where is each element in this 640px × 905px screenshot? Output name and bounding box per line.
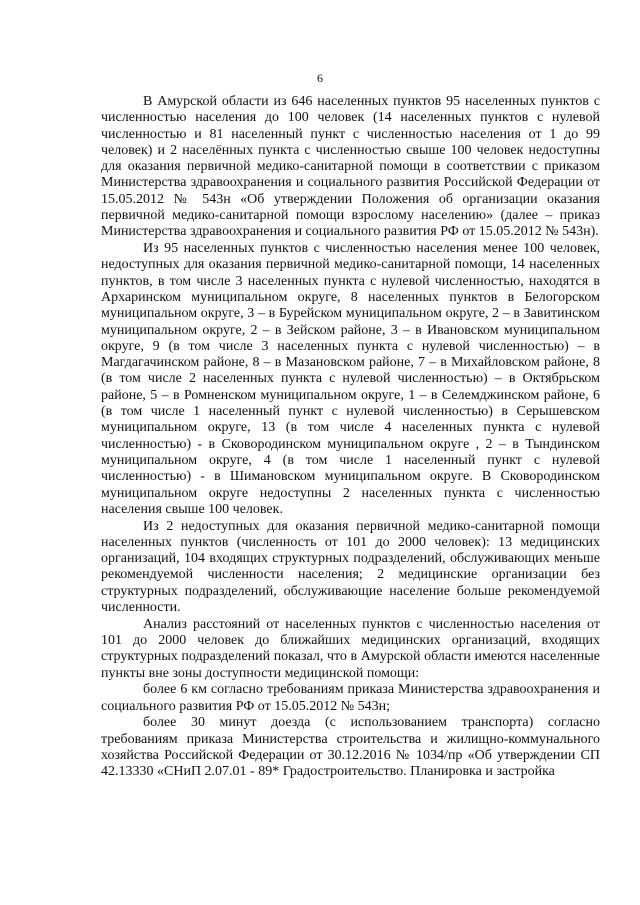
paragraph-inaccessible-settlements-overview: В Амурской области из 646 населенных пунктов 95 населенных пунктов с численностью населения до 100 человек (14 населенных пунктов с нулевой численностью и 81 населенный пункт с численностью населения от 1 до 99 человек) и 2 населённых пункта с численностью свыше 100 человек недоступны для оказания первичной медико-санитарной помощи в соответствии с приказом Министерства здравоохранения и социального развития Российской Федерации от 15.05.2012 № 543н «Об утверждении Положения об организации оказания первичной медико-санитарной помощи взрослому населению» (далее – приказ Министерства здравоохранения и социального развития РФ от 15.05.2012 № 543н). — [101, 94, 600, 240]
paragraph-medical-organizations: Из 2 недоступных для оказания первичной медико-санитарной помощи населенных пунктов (численность от 101 до 2000 человек): 13 медицинских организаций, 104 входящих структурных подразделений, обслуживающих меньше рекомендуемой численности населения; 2 медицинские организации без структурных подразделений, обслуживающие население больше рекомендуемой численности. — [101, 518, 600, 615]
paragraph-settlements-by-district: Из 95 населенных пунктов с численностью населения менее 100 человек, недоступных для оказания первичной медико-санитарной помощи, 14 населенных пунктов, в том числе 3 населенных пункта с нулевой численностью, находятся в Архаринском муниципальном округе, 8 населенных пунктов в Белогорском муниципальном округе, 3 – в Бурейском муниципальном округе, 2 – в Завитинском муниципальном округе, 2 – в Зейском районе, 3 – в Ивановском муниципальном округе, 9 (в том числе 3 населенных пункта с нулевой численностью) – в Магдагачинском районе, 8 – в Мазановском районе, 7 – в Михайловском районе, 8 (в том числе 2 населенных пункта с нулевой численностью) – в Октябрьском районе, 5 – в Ромненском муниципальном округе, 1 – в Селемджинском районе, 6 (в том числе 1 населенный пункт с нулевой численностью) в Серышевском муниципальном округе, 13 (в том числе 4 населенных пункта с нулевой численностью) - в Сковородинском муниципальном округе , 2 – в Тындинском муниципальном округе, 4 (в том числе 1 населенный пункт с нулевой численностью) - в Шимановском муниципальном округе. В Сковородинском муниципальном округе недоступны 2 населенных пункта с численностью населения свыше 100 человек. — [101, 241, 600, 517]
document-body — [101, 94, 600, 781]
page-number: 6 — [317, 71, 323, 85]
paragraph-distance-analysis: Анализ расстояний от населенных пунктов с численностью населения от 101 до 2000 человек до ближайших медицинских организаций, входящих структурных подразделений показал, что в Амурской области имеются населенные пункты вне зоны доступности медицинской помощи: — [101, 616, 600, 681]
paragraph-criterion-distance: более 6 км согласно требованиям приказа Министерства здравоохранения и социального развития РФ от 15.05.2012 № 543н; — [101, 682, 600, 714]
paragraph-criterion-travel-time: более 30 минут доезда (с использованием транспорта) согласно требованиям приказа Министерства строительства и жилищно-коммунального хозяйства Российской Федерации от 30.12.2016 № 1034/пр «Об утверждении СП 42.13330 «СНиП 2.07.01 - 89* Градостроительство. Планировка и застройка — [101, 715, 600, 780]
